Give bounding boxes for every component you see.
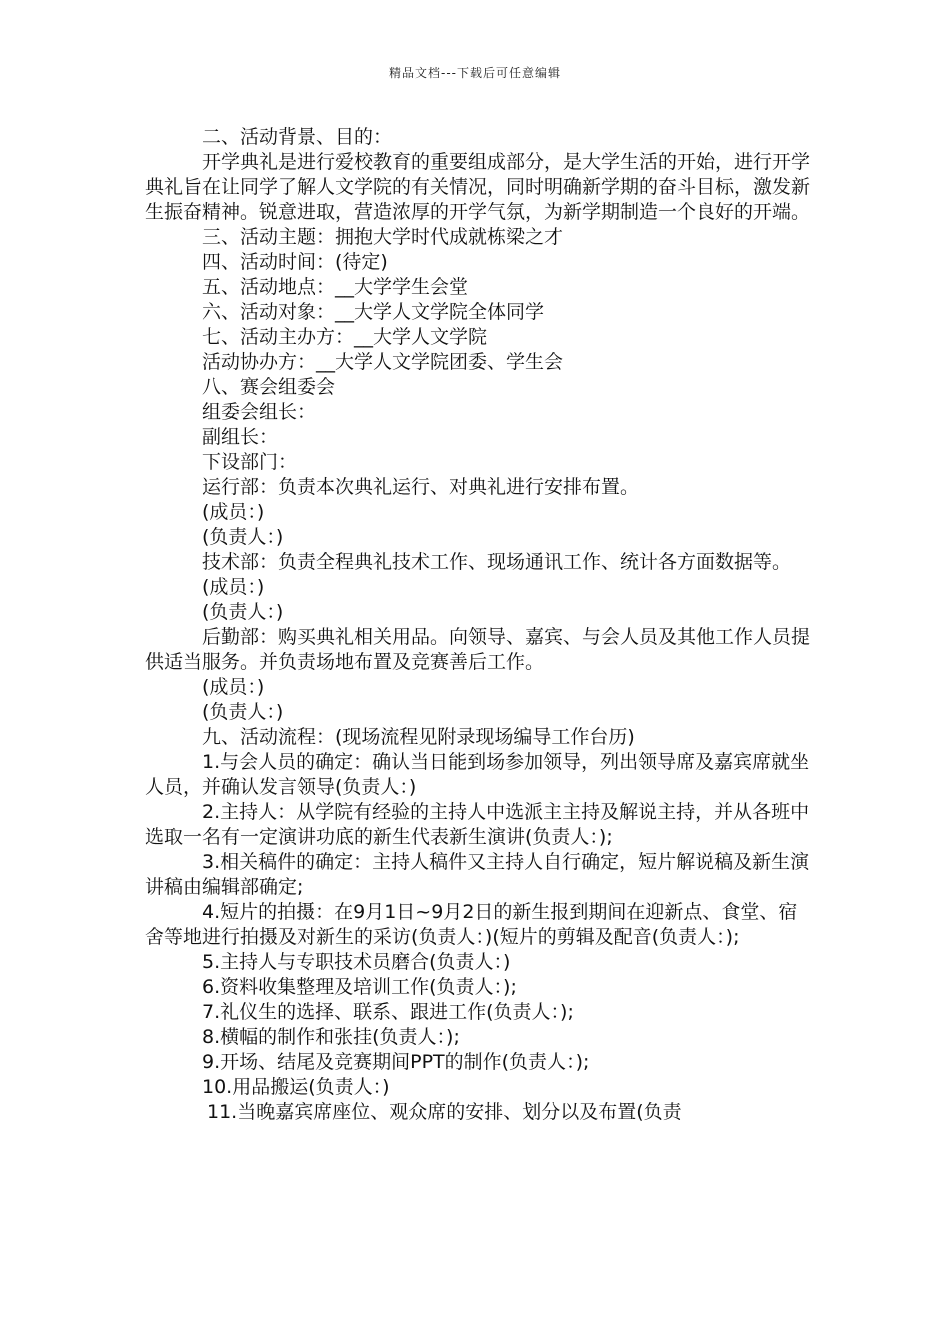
list-item: 1.与会人员的确定：确认当日能到场参加领导，列出领导席及嘉宾席就坐人员，并确认发言领导(负责人：)	[145, 751, 810, 798]
paragraph: 活动协办方：__大学人文学院团委、学生会	[202, 351, 564, 373]
section-heading: 三、活动主题：拥抱大学时代成就栋梁之才	[202, 226, 564, 248]
paragraph: 组委会组长：	[202, 401, 317, 423]
section-heading: 二、活动背景、目的：	[202, 126, 393, 148]
list-item: 4.短片的拍摄：在9月1日~9月2日的新生报到期间在迎新点、食堂、宿舍等地进行拍摄及对新生的采访(负责人：)(短片的剪辑及配音(负责人：);	[145, 901, 798, 948]
list-item: 3.相关稿件的确定：主持人稿件又主持人自行确定，短片解说稿及新生演讲稿由编辑部确定;	[145, 851, 810, 898]
list-item: 10.用品搬运(负责人：)	[202, 1076, 390, 1098]
list-item: 9.开场、结尾及竞赛期间PPT的制作(负责人：);	[202, 1051, 590, 1073]
list-item: 6.资料收集整理及培训工作(负责人：);	[202, 976, 517, 998]
paragraph: (负责人：)	[202, 601, 284, 623]
paragraph: (成员：)	[202, 676, 265, 698]
paragraph: 技术部：负责全程典礼技术工作、现场通讯工作、统计各方面数据等。	[202, 551, 792, 573]
paragraph: 副组长：	[202, 426, 279, 448]
paragraph: 运行部：负责本次典礼运行、对典礼进行安排布置。	[202, 476, 640, 498]
paragraph: (成员：)	[202, 501, 265, 523]
section-heading: 七、活动主办方：__大学人文学院	[202, 326, 488, 348]
list-item: 8.横幅的制作和张挂(负责人：);	[202, 1026, 460, 1048]
paragraph: 开学典礼是进行爱校教育的重要组成部分，是大学生活的开始，进行开学典礼旨在让同学了解人文学院的有关情况，同时明确新学期的奋斗目标，激发新生振奋精神。锐意进取，营造浓厚的开学气氛，为新学期制造一个良好的开端。	[145, 151, 811, 223]
paragraph: (负责人：)	[202, 526, 284, 548]
section-heading: 五、活动地点：__大学学生会堂	[202, 276, 469, 298]
section-heading: 六、活动对象：__大学人文学院全体同学	[202, 301, 545, 323]
list-item: 7.礼仪生的选择、联系、跟进工作(负责人：);	[202, 1001, 574, 1023]
section-heading: 四、活动时间：(待定)	[202, 251, 388, 273]
list-item: 5.主持人与专职技术员磨合(负责人：)	[202, 951, 511, 973]
section-heading: 九、活动流程：(现场流程见附录现场编导工作台历)	[202, 726, 635, 748]
paragraph: 后勤部：购买典礼相关用品。向领导、嘉宾、与会人员及其他工作人员提供适当服务。并负责场地布置及竞赛善后工作。	[145, 626, 811, 673]
list-item: 2.主持人：从学院有经验的主持人中选派主主持及解说主持，并从各班中选取一名有一定演讲功底的新生代表新生演讲(负责人：);	[145, 801, 810, 848]
paragraph: (成员：)	[202, 576, 265, 598]
section-heading: 八、赛会组委会	[202, 376, 336, 398]
list-item: 11.当晚嘉宾席座位、观众席的安排、划分以及布置(负责	[207, 1101, 682, 1123]
document-body	[145, 125, 813, 1125]
paragraph: (负责人：)	[202, 701, 284, 723]
page-header: 精品文档---下载后可任意编辑	[389, 66, 561, 80]
paragraph: 下设部门：	[202, 451, 298, 473]
